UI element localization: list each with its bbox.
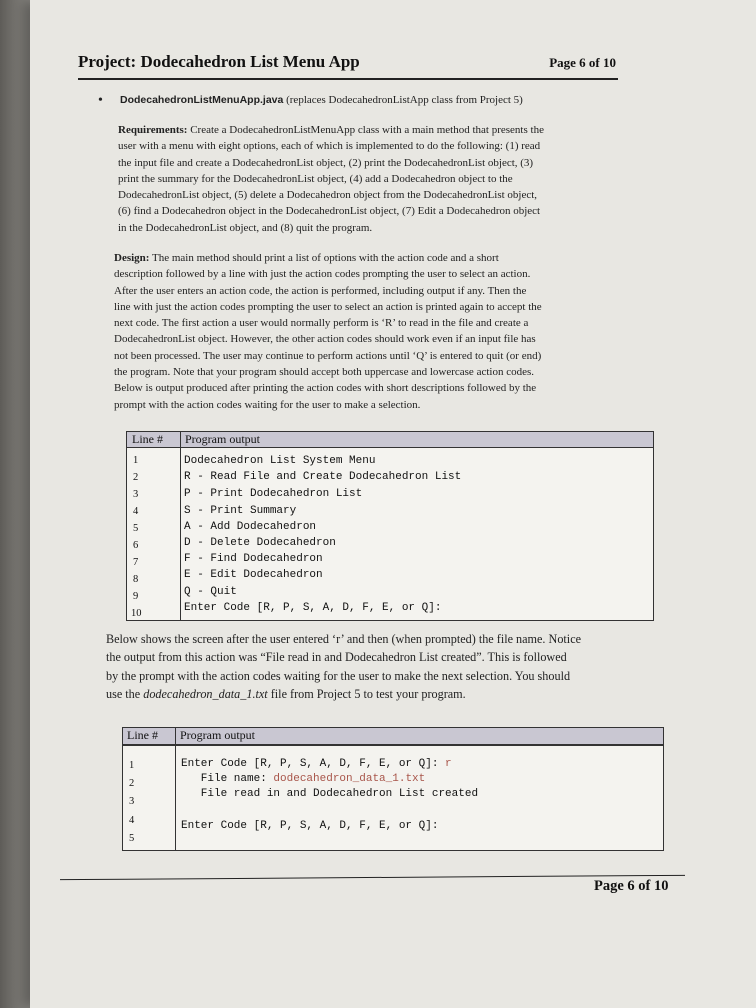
output-line: Dodecahedron List System Menu — [184, 455, 376, 467]
design-paragraph: Design: The main method should print a list of options with the action code and a short description followed by a line with just the action codes prompting the user to select an action. After the user enters an action code, the action is performed, including output if any. Then the line with just the action codes prompting the user to select an action is printed again to accept the next code. The first action a user would normally perform is ‘R’ to read in the file and create a DodecahedronList object. However, the other action codes should work even if an input file has not been processed. The user may continue to perform actions until ‘Q’ is entered to quit (or end) the program. Note that your program should accept both uppercase and lowercase action codes. Below is output produced after printing the action codes with short descriptions followed by the prompt with the action codes waiting for the user to make a selection. — [114, 252, 542, 411]
requirements-label: Requirements: — [118, 124, 188, 136]
page-title: Project: Dodecahedron List Menu App — [78, 52, 360, 71]
output-line: File name: dodecahedron_data_1.txt — [181, 773, 426, 785]
line-number: 3 — [133, 489, 139, 500]
bullet-note: (replaces DodecahedronListApp class from Project 5) — [286, 94, 523, 106]
output-line: R - Read File and Create Dodecahedron List — [184, 471, 462, 483]
output-line: D - Delete Dodecahedron — [184, 537, 336, 549]
page-shadow-edge — [0, 0, 30, 1008]
line-number: 8 — [133, 574, 139, 585]
line-number: 7 — [133, 557, 139, 568]
output-line: Enter Code [R, P, S, A, D, F, E, or Q]: — [181, 820, 439, 832]
requirements-paragraph: Requirements: Create a DodecahedronListMenuApp class with a main method that presents the user with a menu with eight options, each of which is implemented to do the following: (1) read the input file and create a DodecahedronList object, (2) print the DodecahedronList object, (3) print the summary for the DodecahedronList object, (4) add a Dodecahedron object to the DodecahedronList object, (5) delete a Dodecahedron object from the DodecahedronList object, (6) find a Dodecahedron object in the DodecahedronList object, (7) Edit a Dodecahedron object in the DodecahedronList object, and (8) quit the program. — [118, 124, 544, 234]
line-number: 4 — [129, 815, 135, 826]
output-line: E - Edit Dodecahedron — [184, 569, 323, 581]
column-header-output: Program output — [185, 432, 260, 446]
menu-output-table — [126, 431, 654, 621]
output-line: Q - Quit — [184, 586, 237, 598]
output-line: Enter Code [R, P, S, A, D, F, E, or Q]: r — [181, 758, 452, 770]
line-number: 2 — [129, 778, 135, 789]
column-header-line: Line # — [127, 728, 158, 742]
page-header — [78, 52, 618, 80]
output-line: A - Add Dodecahedron — [184, 521, 317, 533]
column-header-output: Program output — [180, 728, 255, 742]
read-output-table — [122, 727, 664, 851]
line-number: 1 — [133, 455, 139, 466]
line-number: 4 — [133, 506, 139, 517]
line-number: 9 — [133, 591, 139, 602]
bullet-dot: • — [98, 93, 103, 108]
line-number: 1 — [129, 760, 135, 771]
line-number: 10 — [131, 608, 142, 619]
line-number: 5 — [133, 523, 139, 534]
user-input: r — [445, 758, 452, 770]
user-input: dodecahedron_data_1.txt — [273, 773, 426, 785]
line-number: 3 — [129, 796, 135, 807]
line-number: 5 — [129, 833, 135, 844]
output-line: Enter Code [R, P, S, A, D, F, E, or Q]: — [184, 602, 442, 614]
design-label: Design: — [114, 252, 150, 264]
output-line: P - Print Dodecahedron List — [184, 488, 363, 500]
data-filename: dodecahedron_data_1.txt — [143, 686, 268, 701]
output-line: S - Print Summary — [184, 505, 297, 517]
page-number-bottom: Page 6 of 10 — [594, 878, 669, 894]
page-number-top: Page 6 of 10 — [549, 55, 616, 70]
bullet-filename: DodecahedronListMenuApp.java — [120, 94, 284, 106]
output-line: F - Find Dodecahedron — [184, 553, 323, 565]
line-number: 2 — [133, 472, 139, 483]
line-number: 6 — [133, 540, 139, 551]
explanation-paragraph: Below shows the screen after the user entered ‘r’ and then (when prompted) the file name. Notice the output from this action was “File read in and Dodecahedron List created”. This is followed by the prompt with the action codes waiting for the user to make the next selection. You should use the dodecahedron_data_1.txt file from Project 5 to test your program. — [106, 632, 582, 701]
column-header-line: Line # — [132, 432, 163, 446]
output-line: File read in and Dodecahedron List created — [181, 788, 479, 800]
